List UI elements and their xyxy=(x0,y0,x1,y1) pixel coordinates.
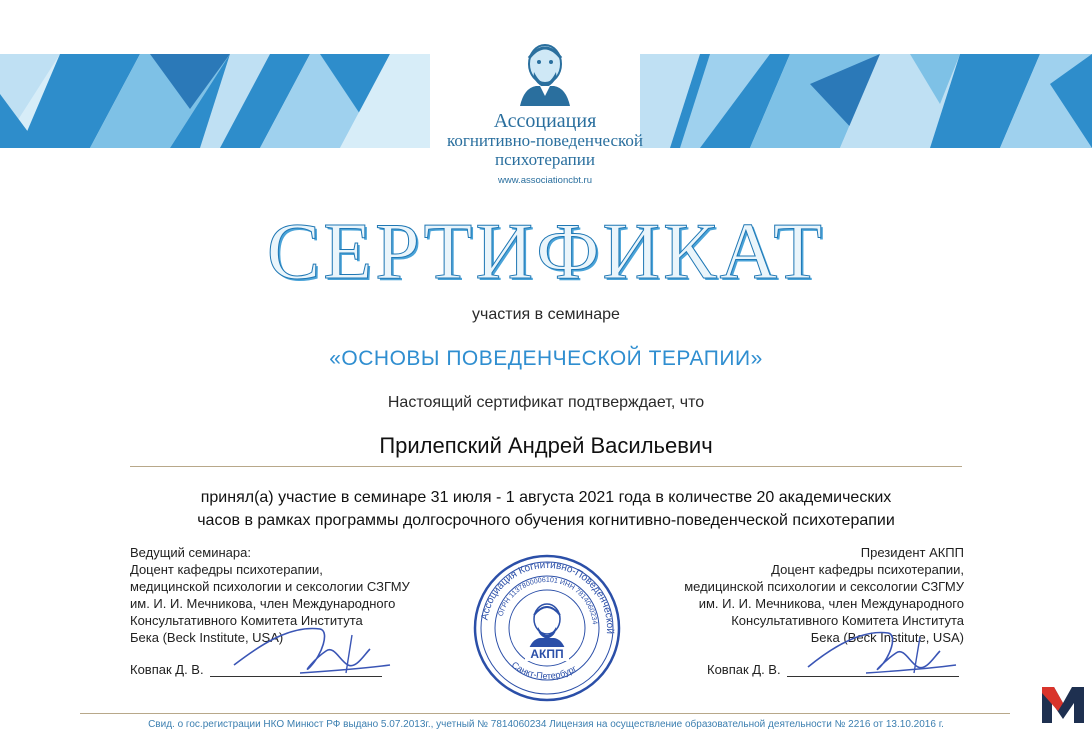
registration-footer: Свид. о гос.регистрации НКО Минюст РФ выдано 5.07.2013г., учетный № 7814060234 Лицензия на осуществление образовательной деятельности № 2216 от 13.10.2016 г. xyxy=(148,719,944,730)
organization-name xyxy=(420,112,670,169)
organization-stamp xyxy=(472,553,622,703)
right-signature-line: Президент АКПП xyxy=(860,545,964,560)
left-signature-line: Бека (Beck Institute, USA) xyxy=(130,630,284,645)
org-line-3: психотерапии xyxy=(495,150,595,169)
right-handwritten-signature xyxy=(800,615,970,683)
org-line-2: когнитивно-поведенческой xyxy=(446,131,644,150)
header-band-left xyxy=(0,54,430,148)
stamp-portrait-icon xyxy=(528,604,566,651)
right-signature-line: Бека (Beck Institute, USA) xyxy=(810,630,964,645)
name-underline xyxy=(130,466,962,467)
stamp-city xyxy=(510,660,579,681)
left-signature-line: Консультативного Комитета Института xyxy=(130,613,363,628)
association-logo xyxy=(420,36,670,186)
left-signature-line: им. И. И. Мечникова, член Международного xyxy=(130,596,396,611)
header-band-right xyxy=(640,54,1092,148)
confirmation-text: Настоящий сертификат подтверждает, что xyxy=(387,394,705,411)
organization-url: www.associationcbt.ru xyxy=(498,175,592,186)
footer-divider xyxy=(80,713,1010,714)
participation-line-1: принял(а) участие в семинаре 31 июля - 1 августа 2021 года в количестве 20 академических xyxy=(200,489,892,506)
m-logo-icon xyxy=(1040,683,1086,725)
certificate-title xyxy=(0,208,1092,296)
participation-text xyxy=(0,486,1092,532)
seminar-name: «ОСНОВЫ ПОВЕДЕНЧЕСКОЙ ТЕРАПИИ» xyxy=(329,347,763,370)
certificate-title-text: СЕРТИФИКАТ xyxy=(266,208,826,296)
left-signature-line: медицинской психологии и сексологии СЗГМУ xyxy=(130,579,410,594)
right-signature-line: Консультативного Комитета Института xyxy=(731,613,964,628)
stamp-inner-textpath: ОГРН 1137800006101 ИНН 7814060234 xyxy=(497,576,598,625)
left-signature-line: Ведущий семинара: xyxy=(130,545,251,560)
right-signature-line: Доцент кафедры психотерапии, xyxy=(771,562,964,577)
left-signature-line: Доцент кафедры психотерапии, xyxy=(130,562,323,577)
participation-line-2: часов в рамках программы долгосрочного обучения когнитивно-поведенческой психотерапии xyxy=(197,512,895,529)
beck-portrait-icon xyxy=(514,36,576,106)
org-line-1: Ассоциация xyxy=(493,110,597,132)
right-signer-name: Ковпак Д. В. xyxy=(707,662,781,677)
right-signature-line: медицинской психологии и сексологии СЗГМУ xyxy=(684,579,964,594)
stamp-city-textpath: Санкт-Петербург xyxy=(509,659,579,681)
stamp-outer-textpath: Ассоциация Когнитивно-Поведенческой xyxy=(479,559,616,635)
left-handwritten-signature xyxy=(230,615,400,683)
stamp-abbr: АКПП xyxy=(530,647,564,661)
certificate-subtitle: участия в семинаре xyxy=(472,306,620,323)
right-signature-line: им. И. И. Мечникова, член Международного xyxy=(698,596,964,611)
stamp-inner-text xyxy=(498,577,598,625)
left-signer-name: Ковпак Д. В. xyxy=(130,662,204,677)
recipient-name: Прилепский Андрей Васильевич xyxy=(379,433,713,458)
